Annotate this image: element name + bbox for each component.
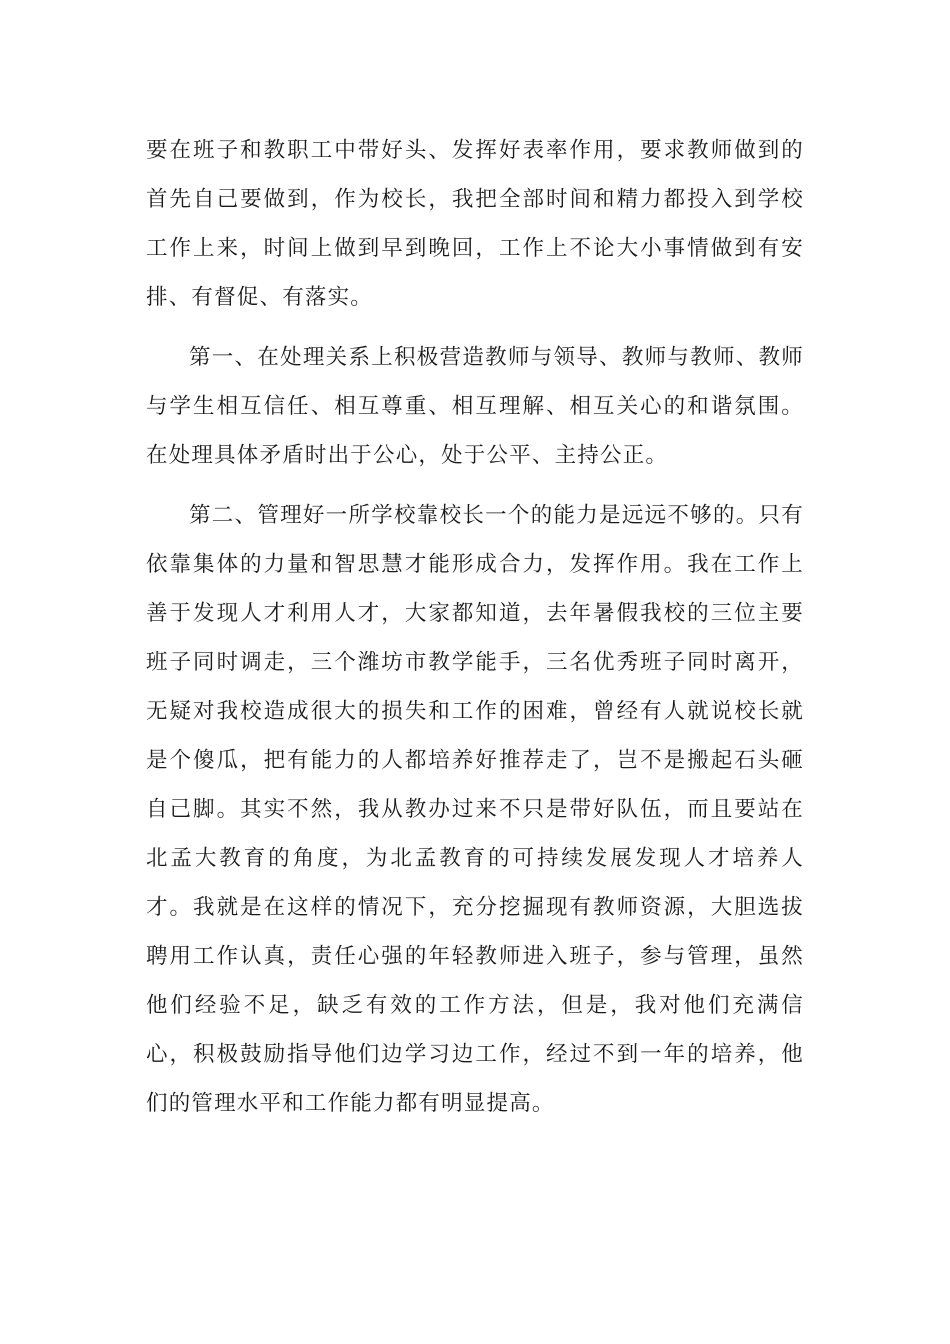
paragraph-3: 第二、管理好一所学校靠校长一个的能力是远远不够的。只有依靠集体的力量和智思慧才能形成合力，发挥作用。我在工作上善于发现人才利用人才，大家都知道，去年暑假我校的三位主要班子同时调走，三个潍坊市教学能手，三名优秀班子同时离开，无疑对我校造成很大的损失和工作的困难，曾经有人就说校长就是个傻瓜，把有能力的人都培养好推荐走了，岂不是搬起石头砸自己脚。其实不然，我从教办过来不只是带好队伍，而且要站在北孟大教育的角度，为北孟教育的可持续发展发现人才培养人才。我就是在这样的情况下，充分挖掘现有教师资源，大胆选拔聘用工作认真，责任心强的年轻教师进入班子，参与管理，虽然他们经验不足，缺乏有效的工作方法，但是，我对他们充满信心，积极鼓励指导他们边学习边工作，经过不到一年的培养，他们的管理水平和工作能力都有明显提高。 bbox=[146, 503, 804, 1116]
document-body bbox=[146, 126, 804, 1128]
paragraph-2: 第一、在处理关系上积极营造教师与领导、教师与教师、教师与学生相互信任、相互尊重、相互理解、相互关心的和谐氛围。在处理具体矛盾时出于公心，处于公平、主持公正。 bbox=[146, 345, 804, 468]
paragraph-1: 要在班子和教职工中带好头、发挥好表率作用，要求教师做到的首先自己要做到，作为校长，我把全部时间和精力都投入到学校工作上来，时间上做到早到晚回，工作上不论大小事情做到有安排、有督促、有落实。 bbox=[146, 138, 804, 310]
